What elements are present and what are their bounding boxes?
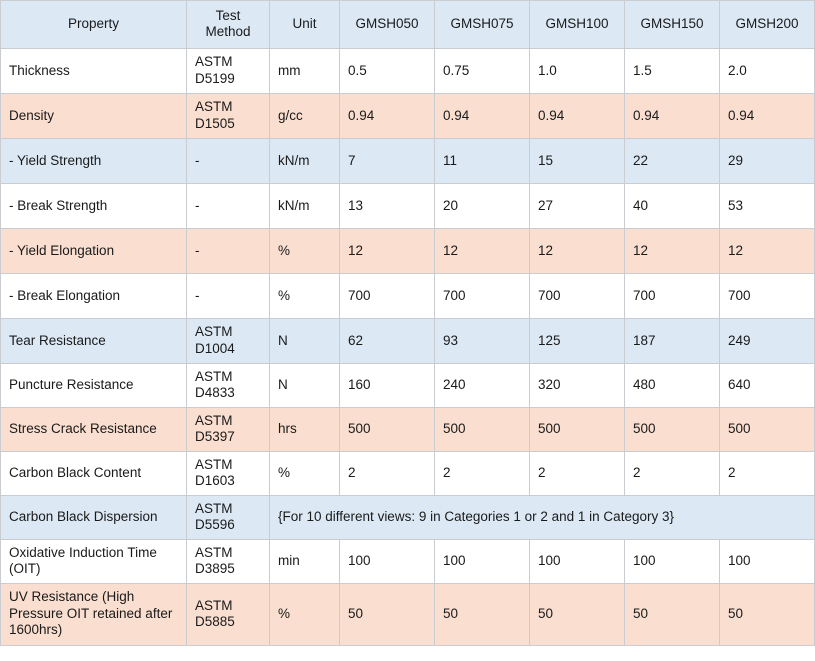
cell-test-method: ASTM D5596 [187, 495, 270, 539]
column-header-gmsh075: GMSH075 [435, 1, 530, 49]
cell-value-gmsh200: 2 [720, 451, 815, 495]
cell-value-gmsh050: 7 [340, 138, 435, 183]
cell-value-gmsh075: 93 [435, 318, 530, 363]
cell-value-gmsh050: 160 [340, 363, 435, 407]
cell-property: UV Resistance (High Pressure OIT retained after 1600hrs) [1, 583, 187, 645]
cell-property: Thickness [1, 48, 187, 93]
cell-value-gmsh050: 500 [340, 407, 435, 451]
cell-unit: g/cc [270, 93, 340, 138]
cell-value-gmsh200: 100 [720, 539, 815, 583]
cell-property: - Yield Strength [1, 138, 187, 183]
table-row [1, 363, 815, 407]
cell-value-gmsh150: 100 [625, 539, 720, 583]
cell-value-gmsh150: 187 [625, 318, 720, 363]
cell-value-gmsh075: 50 [435, 583, 530, 645]
cell-value-gmsh075: 500 [435, 407, 530, 451]
cell-value-gmsh075: 12 [435, 228, 530, 273]
cell-value-gmsh200: 640 [720, 363, 815, 407]
cell-value-gmsh075: 0.75 [435, 48, 530, 93]
cell-value-gmsh050: 0.94 [340, 93, 435, 138]
cell-unit: % [270, 583, 340, 645]
cell-unit: % [270, 451, 340, 495]
cell-value-gmsh150: 12 [625, 228, 720, 273]
cell-unit: N [270, 363, 340, 407]
cell-value-gmsh200: 249 [720, 318, 815, 363]
cell-value-gmsh075: 100 [435, 539, 530, 583]
cell-value-gmsh150: 22 [625, 138, 720, 183]
cell-unit: hrs [270, 407, 340, 451]
cell-value-gmsh100: 125 [530, 318, 625, 363]
cell-value-gmsh150: 1.5 [625, 48, 720, 93]
table-row [1, 583, 815, 645]
cell-property: Puncture Resistance [1, 363, 187, 407]
cell-property: - Break Elongation [1, 273, 187, 318]
cell-value-gmsh200: 500 [720, 407, 815, 451]
cell-value-gmsh100: 50 [530, 583, 625, 645]
cell-property: Stress Crack Resistance [1, 407, 187, 451]
cell-value-gmsh150: 700 [625, 273, 720, 318]
cell-unit: kN/m [270, 183, 340, 228]
table-row [1, 495, 815, 539]
cell-value-gmsh075: 2 [435, 451, 530, 495]
table-row [1, 138, 815, 183]
cell-value-gmsh075: 700 [435, 273, 530, 318]
cell-value-gmsh050: 700 [340, 273, 435, 318]
cell-value-gmsh100: 1.0 [530, 48, 625, 93]
cell-value-gmsh200: 12 [720, 228, 815, 273]
cell-value-gmsh050: 62 [340, 318, 435, 363]
cell-test-method: ASTM D3895 [187, 539, 270, 583]
column-header-property: Property [1, 1, 187, 49]
cell-property: - Break Strength [1, 183, 187, 228]
cell-value-gmsh150: 480 [625, 363, 720, 407]
cell-value-gmsh100: 700 [530, 273, 625, 318]
cell-unit: % [270, 273, 340, 318]
cell-test-method: ASTM D1004 [187, 318, 270, 363]
cell-test-method: - [187, 183, 270, 228]
cell-value-gmsh075: 0.94 [435, 93, 530, 138]
cell-unit: mm [270, 48, 340, 93]
cell-property: Oxidative Induction Time (OIT) [1, 539, 187, 583]
cell-test-method: ASTM D1603 [187, 451, 270, 495]
cell-value-gmsh100: 2 [530, 451, 625, 495]
cell-test-method: ASTM D5397 [187, 407, 270, 451]
cell-value-gmsh050: 13 [340, 183, 435, 228]
cell-value-gmsh200: 700 [720, 273, 815, 318]
table-row [1, 318, 815, 363]
column-header-test-method: Test Method [187, 1, 270, 49]
column-header-gmsh150: GMSH150 [625, 1, 720, 49]
cell-test-method: - [187, 228, 270, 273]
column-header-unit: Unit [270, 1, 340, 49]
cell-test-method: ASTM D4833 [187, 363, 270, 407]
cell-value-gmsh075: 20 [435, 183, 530, 228]
cell-value-gmsh100: 12 [530, 228, 625, 273]
cell-value-gmsh075: 240 [435, 363, 530, 407]
cell-value-gmsh050: 12 [340, 228, 435, 273]
cell-value-gmsh100: 27 [530, 183, 625, 228]
cell-property: Carbon Black Content [1, 451, 187, 495]
cell-value-gmsh200: 2.0 [720, 48, 815, 93]
cell-test-method: ASTM D5199 [187, 48, 270, 93]
table-row [1, 451, 815, 495]
cell-unit: min [270, 539, 340, 583]
cell-value-gmsh100: 15 [530, 138, 625, 183]
cell-value-gmsh150: 2 [625, 451, 720, 495]
cell-property: Tear Resistance [1, 318, 187, 363]
cell-value-gmsh075: 11 [435, 138, 530, 183]
cell-test-method: ASTM D1505 [187, 93, 270, 138]
table-row [1, 93, 815, 138]
cell-value-gmsh200: 29 [720, 138, 815, 183]
cell-value-gmsh100: 320 [530, 363, 625, 407]
cell-value-gmsh200: 53 [720, 183, 815, 228]
cell-value-gmsh050: 0.5 [340, 48, 435, 93]
table-row [1, 183, 815, 228]
cell-value-gmsh050: 100 [340, 539, 435, 583]
cell-value-gmsh050: 50 [340, 583, 435, 645]
cell-value-gmsh100: 500 [530, 407, 625, 451]
cell-property: - Yield Elongation [1, 228, 187, 273]
cell-test-method: ASTM D5885 [187, 583, 270, 645]
table-row [1, 48, 815, 93]
cell-value-gmsh150: 40 [625, 183, 720, 228]
column-header-gmsh100: GMSH100 [530, 1, 625, 49]
cell-note: {For 10 different views: 9 in Categories 1 or 2 and 1 in Category 3} [270, 495, 815, 539]
column-header-gmsh200: GMSH200 [720, 1, 815, 49]
cell-unit: % [270, 228, 340, 273]
cell-test-method: - [187, 273, 270, 318]
table-header-row [1, 1, 815, 49]
cell-property: Carbon Black Dispersion [1, 495, 187, 539]
cell-value-gmsh200: 0.94 [720, 93, 815, 138]
table-row [1, 407, 815, 451]
column-header-gmsh050: GMSH050 [340, 1, 435, 49]
cell-value-gmsh050: 2 [340, 451, 435, 495]
cell-unit: kN/m [270, 138, 340, 183]
cell-value-gmsh150: 50 [625, 583, 720, 645]
table-row [1, 539, 815, 583]
cell-value-gmsh200: 50 [720, 583, 815, 645]
cell-value-gmsh100: 0.94 [530, 93, 625, 138]
cell-value-gmsh100: 100 [530, 539, 625, 583]
cell-value-gmsh150: 500 [625, 407, 720, 451]
cell-test-method: - [187, 138, 270, 183]
cell-unit: N [270, 318, 340, 363]
cell-property: Density [1, 93, 187, 138]
cell-value-gmsh150: 0.94 [625, 93, 720, 138]
table-row [1, 228, 815, 273]
table-row [1, 273, 815, 318]
